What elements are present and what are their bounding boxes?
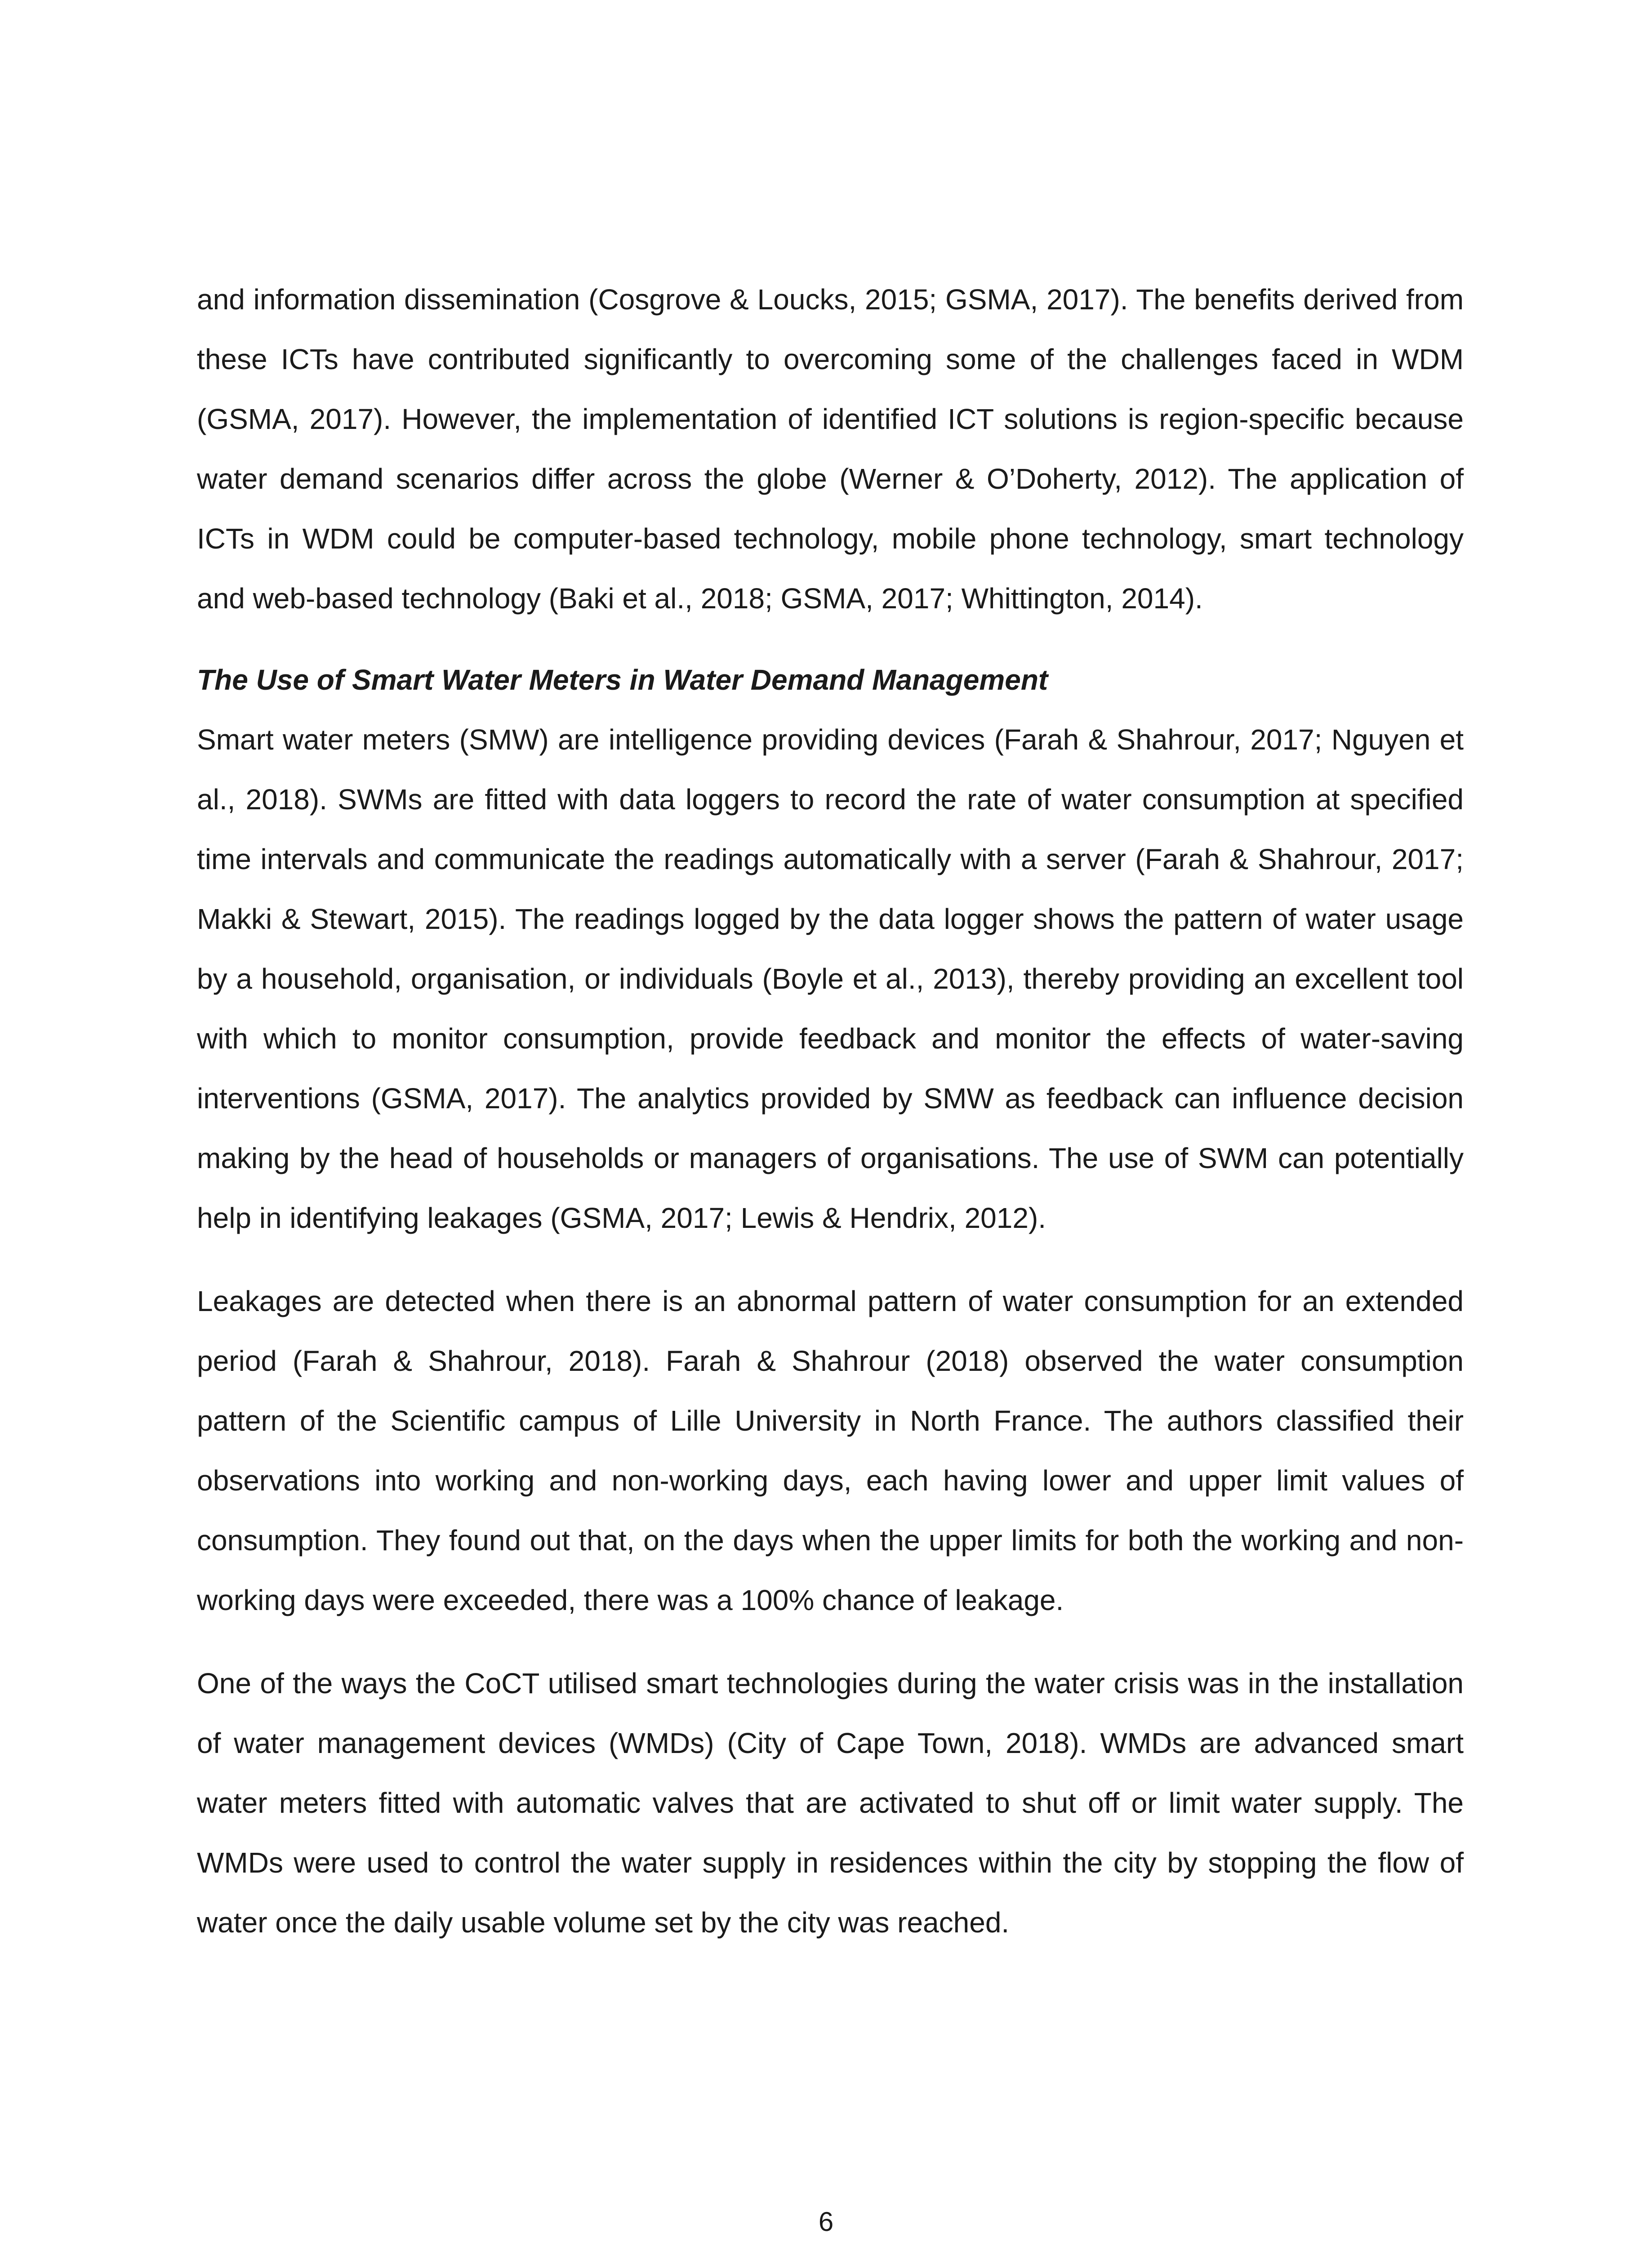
section-heading: The Use of Smart Water Meters in Water Demand Management [197, 664, 1048, 696]
paragraph-spacer [197, 629, 1464, 650]
paragraph-spacer [197, 1630, 1464, 1654]
paragraph-spacer [197, 1248, 1464, 1271]
page-body [197, 270, 1464, 1953]
paragraph-smart-water-meters: Smart water meters (SMW) are intelligence providing devices (Farah & Shahrour, 2017; Nguyen et al., 2018). SWMs are fitted with data loggers to record the rate of water consumption at specified time intervals and communicate the readings automatically with a server (Farah & Shahrour, 2017; Makki & Stewart, 2015). The readings logged by the data logger shows the pattern of water usage by a household, organisation, or individuals (Boyle et al., 2013), thereby providing an excellent tool with which to monitor consumption, provide feedback and monitor the effects of water-saving interventions (GSMA, 2017). The analytics provided by SMW as feedback can influence decision making by the head of households or managers of organisations. The use of SWM can potentially help in identifying leakages (GSMA, 2017; Lewis & Hendrix, 2012). [197, 723, 1464, 1234]
paragraph-ict-applications: and information dissemination (Cosgrove & Loucks, 2015; GSMA, 2017). The benefits derived from these ICTs have contributed significantly to overcoming some of the challenges faced in WDM (GSMA, 2017). However, the implementation of identified ICT solutions is region-specific because water demand scenarios differ across the globe (Werner & O’Doherty, 2012). The application of ICTs in WDM could be computer-based technology, mobile phone technology, smart technology and web-based technology (Baki et al., 2018; GSMA, 2017; Whittington, 2014). [197, 283, 1464, 615]
paragraph-water-management-devices: One of the ways the CoCT utilised smart technologies during the water crisis was in the installation of water management devices (WMDs) (City of Cape Town, 2018). WMDs are advanced smart water meters fitted with automatic valves that are activated to shut off or limit water supply. The WMDs were used to control the water supply in residences within the city by stopping the flow of water once the daily usable volume set by the city was reached. [197, 1667, 1464, 1939]
paragraph-leakage-detection: Leakages are detected when there is an abnormal pattern of water consumption for an extended period (Farah & Shahrour, 2018). Farah & Shahrour (2018) observed the water consumption pattern of the Scientific campus of Lille University in North France. The authors classified their observations into working and non-working days, each having lower and upper limit values of consumption. They found out that, on the days when the upper limits for both the working and non-working days were exceeded, there was a 100% chance of leakage. [197, 1285, 1464, 1616]
page-number: 6 [818, 2207, 834, 2237]
